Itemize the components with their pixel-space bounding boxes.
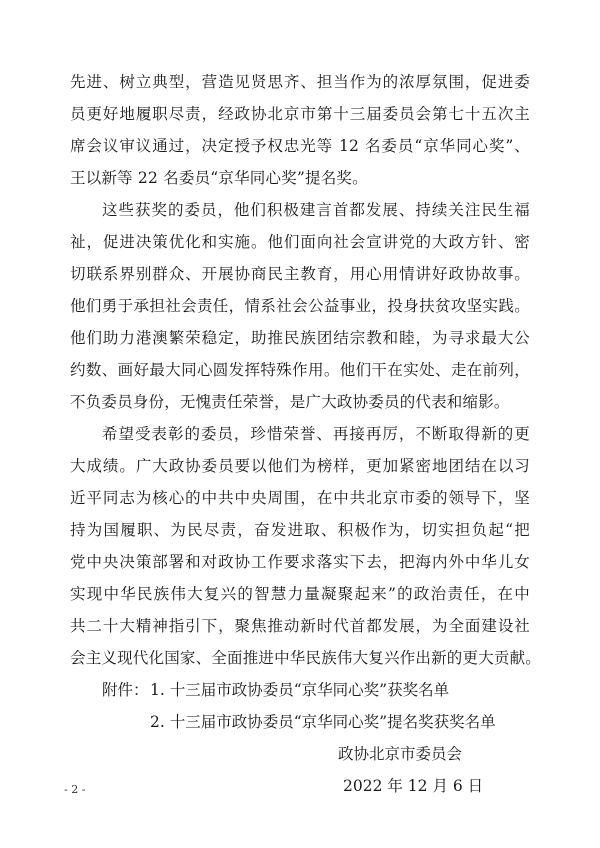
attachment-item: 2. 十三届市政协委员“京华同心奖”提名奖获奖名单 (150, 713, 496, 731)
issuing-organization: 政协北京市委员会 (338, 745, 463, 763)
paragraph-line: 席会议审议通过，决定授予权忠光等 12 名委员“京华同心奖”、 (70, 137, 530, 155)
paragraph-line: 近平同志为核心的中共中央周围，在中共北京市委的领导下，坚 (70, 489, 530, 507)
paragraph-line: 大成绩。广大政协委员要以他们为榜样，更加紧密地团结在以习 (70, 457, 530, 475)
paragraph-line: 切联系界别群众、开展协商民主教育，用心用情讲好政协故事。 (70, 265, 530, 283)
paragraph-line: 希望受表彰的委员，珍惜荣誉、再接再厉，不断取得新的更 (102, 425, 530, 443)
attachment-item: 1. 十三届市政协委员“京华同心奖”获奖名单 (150, 681, 450, 699)
paragraph-line: 持为国履职、为民尽责，奋发进取、积极作为，切实担负起“把 (70, 521, 530, 539)
issue-date: 2022 年 12 月 6 日 (343, 777, 484, 795)
paragraph-line: 先进、树立典型，营造见贤思齐、担当作为的浓厚氛围，促进委 (70, 73, 530, 91)
paragraph-line: 会主义现代化国家、全面推进中华民族伟大复兴作出新的更大贡献。 (70, 649, 542, 667)
paragraph-line: 员更好地履职尽责，经政协北京市第十三届委员会第七十五次主 (70, 105, 530, 123)
paragraph-line: 这些获奖的委员，他们积极建言首都发展、持续关注民生福 (102, 201, 530, 219)
paragraph-line: 约数、画好最大同心圆发挥特殊作用。他们干在实处、走在前列， (70, 361, 530, 379)
paragraph-line: 他们助力港澳繁荣稳定，助推民族团结宗教和睦，为寻求最大公 (70, 329, 530, 347)
paragraph-line: 祉，促进决策优化和实施。他们面向社会宣讲党的大政方针、密 (70, 233, 530, 251)
paragraph-line: 党中央决策部署和对政协工作要求落实下去，把海内外中华儿女 (70, 553, 530, 571)
paragraph-line: 不负委员身份，无愧责任荣誉，是广大政协委员的代表和缩影。 (70, 393, 510, 411)
attachments-label: 附件： (102, 681, 149, 699)
paragraph-line: 王以新等 22 名委员“京华同心奖”提名奖。 (70, 169, 368, 187)
paragraph-line: 共二十大精神指引下，聚焦推动新时代首都发展，为全面建设社 (70, 617, 530, 635)
paragraph-line: 他们勇于承担社会责任，情系社会公益事业，投身扶贫攻坚实践。 (70, 297, 530, 315)
page-number: - 2 - (64, 783, 86, 796)
paragraph-line: 实现中华民族伟大复兴的智慧力量凝聚起来”的政治责任，在中 (70, 585, 530, 603)
